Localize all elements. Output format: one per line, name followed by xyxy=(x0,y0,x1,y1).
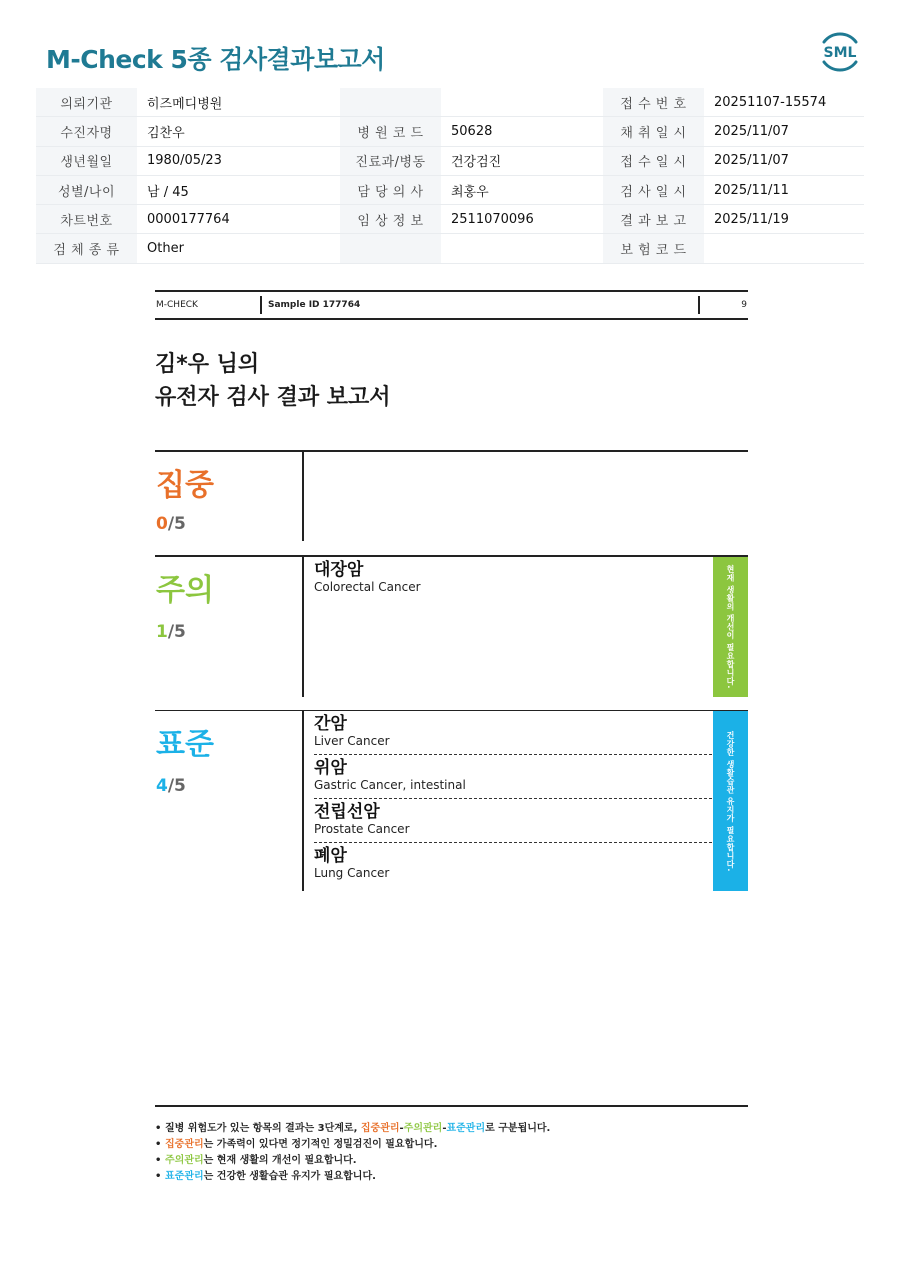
info-label: 접 수 일 시 xyxy=(603,146,704,175)
info-value: 건강검진 xyxy=(441,146,603,175)
cancer-name-en: Colorectal Cancer xyxy=(314,580,421,594)
info-label: 검 체 종 류 xyxy=(36,234,137,263)
sml-logo xyxy=(816,28,864,76)
info-value: 1980/05/23 xyxy=(137,146,340,175)
info-value xyxy=(441,88,603,117)
info-value: 2025/11/07 xyxy=(704,146,864,175)
group-caution xyxy=(155,555,748,697)
cancer-name-ko: 위암 xyxy=(314,758,347,778)
info-row xyxy=(36,175,864,204)
footer-divider xyxy=(155,1105,748,1107)
info-value xyxy=(704,234,864,263)
group-caution-items xyxy=(314,557,712,601)
cancer-name-en: Lung Cancer xyxy=(314,866,390,880)
note-3: • 주의관리는 현재 생활의 개선이 필요합니다. xyxy=(155,1155,357,1166)
info-value: 50628 xyxy=(441,117,603,146)
info-value xyxy=(441,234,603,263)
info-value: 0000177764 xyxy=(137,205,340,234)
info-label: 채 취 일 시 xyxy=(603,117,704,146)
report-title: M-Check 5종 검사결과보고서 xyxy=(46,45,385,74)
group-caution-count: 1/5 xyxy=(156,622,186,642)
info-label: 접 수 번 호 xyxy=(603,88,704,117)
info-value: 최홍우 xyxy=(441,175,603,204)
info-label: 보 험 코 드 xyxy=(603,234,704,263)
note-2: • 집중관리는 가족력이 있다면 정기적인 정밀검진이 필요합니다. xyxy=(155,1139,438,1150)
info-row xyxy=(36,234,864,263)
cancer-item xyxy=(314,711,712,755)
group-standard xyxy=(155,710,748,891)
info-label: 차트번호 xyxy=(36,205,137,234)
info-label: 임 상 정 보 xyxy=(340,205,441,234)
brand-label: M-CHECK xyxy=(156,300,198,310)
cancer-name-ko: 간암 xyxy=(314,714,347,734)
info-value: 2511070096 xyxy=(441,205,603,234)
cancer-name-ko: 전립선암 xyxy=(314,802,380,822)
group-focus-count: 0/5 xyxy=(156,514,186,534)
info-label: 병 원 코 드 xyxy=(340,117,441,146)
info-value: Other xyxy=(137,234,340,263)
page-number: 9 xyxy=(741,300,747,310)
report-page xyxy=(155,290,748,880)
sample-id: Sample ID 177764 xyxy=(268,300,361,310)
info-label: 검 사 일 시 xyxy=(603,175,704,204)
group-standard-count: 4/5 xyxy=(156,776,186,796)
cancer-name-en: Prostate Cancer xyxy=(314,822,410,836)
info-row xyxy=(36,205,864,234)
legend-notes xyxy=(155,1121,755,1185)
cancer-name-en: Liver Cancer xyxy=(314,734,390,748)
cancer-item xyxy=(314,755,712,799)
info-label: 성별/나이 xyxy=(36,175,137,204)
cancer-name-en: Gastric Cancer, intestinal xyxy=(314,778,466,792)
cancer-name-ko: 대장암 xyxy=(314,560,364,580)
heading-line-2: 유전자 검사 결과 보고서 xyxy=(155,385,391,410)
group-standard-advice: 건강한 생활습관 유지가 필요합니다. xyxy=(713,711,748,891)
logo-text: SML xyxy=(823,45,857,61)
cancer-item xyxy=(314,799,712,843)
group-caution-advice: 현재 생활의 개선이 필요합니다. xyxy=(713,557,748,697)
info-row xyxy=(36,88,864,117)
note-4: • 표준관리는 건강한 생활습관 유지가 필요합니다. xyxy=(155,1171,376,1182)
group-caution-name: 주의 xyxy=(156,573,214,608)
group-standard-name: 표준 xyxy=(156,727,214,762)
info-label: 수진자명 xyxy=(36,117,137,146)
group-focus xyxy=(155,450,748,541)
patient-info-table xyxy=(36,88,864,264)
info-label: 진료과/병동 xyxy=(340,146,441,175)
heading-line-1: 김*우 님의 xyxy=(155,352,260,377)
info-row xyxy=(36,117,864,146)
report-header-bar xyxy=(155,290,748,320)
info-value: 20251107-15574 xyxy=(704,88,864,117)
info-label: 생년월일 xyxy=(36,146,137,175)
cancer-item xyxy=(314,843,712,887)
cancer-name-ko: 폐암 xyxy=(314,846,347,866)
cancer-item xyxy=(314,557,712,601)
group-standard-items xyxy=(314,711,712,887)
info-value: 히즈메디병원 xyxy=(137,88,340,117)
info-label: 담 당 의 사 xyxy=(340,175,441,204)
note-1: • 질병 위험도가 있는 항목의 결과는 3단계로, 집중관리-주의관리-표준관리로 구분됩니다. xyxy=(155,1123,551,1134)
report-heading xyxy=(155,348,391,414)
group-focus-name: 집중 xyxy=(156,468,214,503)
info-label: 의뢰기관 xyxy=(36,88,137,117)
info-value: 2025/11/07 xyxy=(704,117,864,146)
info-row xyxy=(36,146,864,175)
info-value: 2025/11/19 xyxy=(704,205,864,234)
info-value: 2025/11/11 xyxy=(704,175,864,204)
info-label xyxy=(340,234,441,263)
info-label: 결 과 보 고 xyxy=(603,205,704,234)
info-value: 남 / 45 xyxy=(137,175,340,204)
info-label xyxy=(340,88,441,117)
info-value: 김찬우 xyxy=(137,117,340,146)
